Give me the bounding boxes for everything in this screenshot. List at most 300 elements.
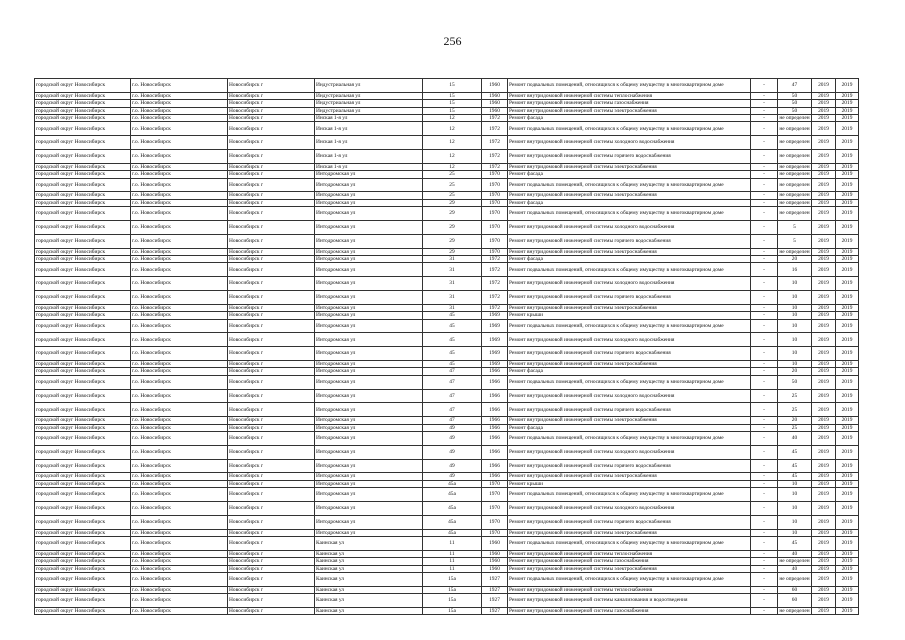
cell-year: 1960 xyxy=(482,565,508,572)
cell-city: Новосибирск г xyxy=(228,304,315,311)
cell-municipality: городской округ Новосибирск xyxy=(35,248,131,255)
cell-municipality: городской округ Новосибирск xyxy=(35,488,131,502)
cell-city: Новосибирск г xyxy=(228,163,315,170)
cell-street: Интодромская ул xyxy=(315,424,423,431)
cell-municipality: городской округ Новосибирск xyxy=(35,558,131,565)
cell-end-year: 2019 xyxy=(836,256,859,263)
cell-end-year: 2019 xyxy=(836,79,859,93)
cell-street: Интодромская ул xyxy=(315,333,423,347)
cell-start-year: 2019 xyxy=(812,361,836,368)
cell-street: Индустриальная ул xyxy=(315,107,423,114)
cell-year: 1972 xyxy=(482,150,508,164)
cell-year: 1970 xyxy=(482,515,508,529)
table-row xyxy=(35,263,859,277)
cell-end-year: 2019 xyxy=(836,368,859,375)
cell-year: 1966 xyxy=(482,368,508,375)
table-row xyxy=(35,424,859,431)
cell-house: 15а xyxy=(423,608,482,615)
cell-year: 1927 xyxy=(482,608,508,615)
cell-street: Инская 1-я ул xyxy=(315,122,423,136)
cell-settlement: г.о. Новосибирск xyxy=(131,178,228,192)
cell-end-year: 2019 xyxy=(836,403,859,417)
cell-cost: 50 xyxy=(778,100,812,107)
cell-house: 45а xyxy=(423,515,482,529)
cell-house: 11 xyxy=(423,550,482,557)
cell-start-year: 2019 xyxy=(812,459,836,473)
cell-start-year: 2019 xyxy=(812,79,836,93)
cell-street: Интодромская ул xyxy=(315,529,423,536)
cell-end-year: 2019 xyxy=(836,417,859,424)
cell-end-year: 2019 xyxy=(836,488,859,502)
cell-dash: - xyxy=(751,565,778,572)
cell-work-type: Ремонт внутридомовой инженерной системы газоснабжения xyxy=(508,608,751,615)
cell-dash: - xyxy=(751,445,778,459)
cell-house: 45а xyxy=(423,488,482,502)
cell-city: Новосибирск г xyxy=(228,192,315,199)
cell-start-year: 2019 xyxy=(812,207,836,221)
cell-cost: не определен xyxy=(779,248,810,255)
cell-settlement: г.о. Новосибирск xyxy=(131,277,228,291)
cell-end-year: 2019 xyxy=(836,361,859,368)
cell-settlement: г.о. Новосибирск xyxy=(131,163,228,170)
table-row xyxy=(35,403,859,417)
cell-dash: - xyxy=(751,319,778,333)
cell-settlement: г.о. Новосибирск xyxy=(131,207,228,221)
cell-settlement: г.о. Новосибирск xyxy=(131,319,228,333)
cell-dash: - xyxy=(751,558,778,565)
table-row xyxy=(35,221,859,235)
cell-dash: - xyxy=(751,291,778,305)
cell-dash: - xyxy=(751,459,778,473)
cell-year: 1969 xyxy=(482,347,508,361)
cell-street: Интодромская ул xyxy=(315,488,423,502)
table-row xyxy=(35,79,859,93)
cell-dash: - xyxy=(751,361,778,368)
cell-year: 1927 xyxy=(482,594,508,608)
cell-house: 15а xyxy=(423,573,482,587)
cell-municipality: городской округ Новосибирск xyxy=(35,100,131,107)
cell-city: Новосибирск г xyxy=(228,424,315,431)
cell-cost: не определен xyxy=(779,115,810,122)
cell-cost: 25 xyxy=(778,424,812,431)
cell-street: Интодромская ул xyxy=(315,304,423,311)
cell-cost: 40 xyxy=(778,550,812,557)
cell-municipality: городской округ Новосибирск xyxy=(35,586,131,593)
cell-end-year: 2019 xyxy=(836,277,859,291)
cell-street: Интодромская ул xyxy=(315,234,423,248)
cell-work-type: Ремонт внутридомовой инженерной системы газоснабжения xyxy=(508,558,751,565)
cell-dash: - xyxy=(751,234,778,248)
table-row xyxy=(35,192,859,199)
cell-municipality: городской округ Новосибирск xyxy=(35,502,131,516)
cell-dash: - xyxy=(751,192,778,199)
cell-settlement: г.о. Новосибирск xyxy=(131,558,228,565)
cell-house: 45 xyxy=(423,361,482,368)
cell-city: Новосибирск г xyxy=(228,319,315,333)
cell-cost: 10 xyxy=(778,304,812,311)
table-row xyxy=(35,171,859,178)
table-row xyxy=(35,122,859,136)
cell-work-type: Ремонт внутридомовой инженерной системы канализования и водоотведения xyxy=(508,594,751,608)
cell-house: 15а xyxy=(423,586,482,593)
cell-municipality: городской округ Новосибирск xyxy=(35,389,131,403)
cell-street: Каинская ул xyxy=(315,608,423,615)
cell-start-year: 2019 xyxy=(812,550,836,557)
cell-city: Новосибирск г xyxy=(228,178,315,192)
cell-start-year: 2019 xyxy=(812,565,836,572)
table-row xyxy=(35,256,859,263)
cell-work-type: Ремонт внутридомовой инженерной системы горячего водоснабжения xyxy=(508,150,751,164)
cell-work-type: Ремонт внутридомовой инженерной системы электроснабжения xyxy=(508,417,751,424)
cell-house: 49 xyxy=(423,445,482,459)
cell-municipality: городской округ Новосибирск xyxy=(35,473,131,480)
cell-city: Новосибирск г xyxy=(228,79,315,93)
cell-street: Интодромская ул xyxy=(315,171,423,178)
cell-house: 49 xyxy=(423,432,482,446)
cell-settlement: г.о. Новосибирск xyxy=(131,115,228,122)
cell-settlement: г.о. Новосибирск xyxy=(131,192,228,199)
cell-start-year: 2019 xyxy=(812,171,836,178)
cell-municipality: городской округ Новосибирск xyxy=(35,277,131,291)
cell-end-year: 2019 xyxy=(836,608,859,615)
cell-municipality: городской округ Новосибирск xyxy=(35,550,131,557)
table-row xyxy=(35,594,859,608)
cell-settlement: г.о. Новосибирск xyxy=(131,234,228,248)
cell-settlement: г.о. Новосибирск xyxy=(131,256,228,263)
cell-start-year: 2019 xyxy=(812,389,836,403)
cell-work-type: Ремонт внутридомовой инженерной системы горячего водоснабжения xyxy=(508,347,751,361)
cell-work-type: Ремонт внутридомовой инженерной системы теплоснабжения xyxy=(508,586,751,593)
cell-cost: 10 xyxy=(778,515,812,529)
cell-work-type: Ремонт внутридомовой инженерной системы электроснабжения xyxy=(508,361,751,368)
cell-end-year: 2019 xyxy=(836,163,859,170)
cell-settlement: г.о. Новосибирск xyxy=(131,459,228,473)
cell-city: Новосибирск г xyxy=(228,248,315,255)
cell-work-type: Ремонт внутридомовой инженерной системы холодного водоснабжения xyxy=(508,389,751,403)
cell-year: 1970 xyxy=(482,221,508,235)
cell-start-year: 2019 xyxy=(812,333,836,347)
cell-cost: 20 xyxy=(778,256,812,263)
cell-year: 1972 xyxy=(482,304,508,311)
cell-start-year: 2019 xyxy=(812,608,836,615)
cell-house: 11 xyxy=(423,558,482,565)
table-row xyxy=(35,608,859,615)
cell-street: Интодромская ул xyxy=(315,248,423,255)
cell-municipality: городской округ Новосибирск xyxy=(35,537,131,551)
table-row xyxy=(35,347,859,361)
cell-year: 1970 xyxy=(482,199,508,206)
cell-work-type: Ремонт подвальных помещений, относящихся к общему имуществу в многоквартирном доме xyxy=(508,319,751,333)
cell-settlement: г.о. Новосибирск xyxy=(131,150,228,164)
cell-end-year: 2019 xyxy=(836,424,859,431)
cell-work-type: Ремонт фасада xyxy=(508,171,751,178)
cell-cost: 50 xyxy=(778,375,812,389)
cell-dash: - xyxy=(751,199,778,206)
cell-settlement: г.о. Новосибирск xyxy=(131,565,228,572)
cell-start-year: 2019 xyxy=(812,263,836,277)
cell-work-type: Ремонт внутридомовой инженерной системы теплоснабжения xyxy=(508,92,751,99)
cell-city: Новосибирск г xyxy=(228,502,315,516)
cell-street: Интодромская ул xyxy=(315,221,423,235)
cell-city: Новосибирск г xyxy=(228,537,315,551)
cell-year: 1970 xyxy=(482,248,508,255)
cell-city: Новосибирск г xyxy=(228,347,315,361)
cell-cost: 5 xyxy=(778,221,812,235)
cell-work-type: Ремонт внутридомовой инженерной системы горячего водоснабжения xyxy=(508,403,751,417)
cell-dash: - xyxy=(751,488,778,502)
cell-dash: - xyxy=(751,312,778,319)
cell-house: 11 xyxy=(423,537,482,551)
cell-settlement: г.о. Новосибирск xyxy=(131,361,228,368)
cell-end-year: 2019 xyxy=(836,473,859,480)
cell-year: 1966 xyxy=(482,459,508,473)
cell-dash: - xyxy=(751,515,778,529)
cell-house: 45 xyxy=(423,333,482,347)
cell-cost: 10 xyxy=(778,333,812,347)
cell-end-year: 2019 xyxy=(836,558,859,565)
cell-work-type: Ремонт внутридомовой инженерной системы горячего водоснабжения xyxy=(508,291,751,305)
cell-municipality: городской округ Новосибирск xyxy=(35,403,131,417)
cell-work-type: Ремонт внутридомовой инженерной системы электроснабжения xyxy=(508,304,751,311)
cell-house: 49 xyxy=(423,473,482,480)
table-row xyxy=(35,488,859,502)
cell-city: Новосибирск г xyxy=(228,368,315,375)
cell-street: Интодромская ул xyxy=(315,291,423,305)
cell-work-type: Ремонт подвальных помещений, относящихся к общему имуществу в многоквартирном доме xyxy=(508,488,751,502)
cell-dash: - xyxy=(751,480,778,487)
cell-street: Каинская ул xyxy=(315,573,423,587)
table-row xyxy=(35,445,859,459)
cell-work-type: Ремонт внутридомовой инженерной системы электроснабжения xyxy=(508,529,751,536)
cell-year: 1966 xyxy=(482,424,508,431)
cell-municipality: городской округ Новосибирск xyxy=(35,192,131,199)
cell-house: 31 xyxy=(423,304,482,311)
cell-work-type: Ремонт фасада xyxy=(508,115,751,122)
cell-house: 25 xyxy=(423,171,482,178)
cell-municipality: городской округ Новосибирск xyxy=(35,573,131,587)
cell-municipality: городской округ Новосибирск xyxy=(35,347,131,361)
cell-house: 45 xyxy=(423,347,482,361)
cell-house: 15 xyxy=(423,92,482,99)
cell-start-year: 2019 xyxy=(812,199,836,206)
cell-year: 1970 xyxy=(482,502,508,516)
cell-cost: не определен xyxy=(778,136,812,150)
cell-street: Интодромская ул xyxy=(315,515,423,529)
cell-start-year: 2019 xyxy=(812,515,836,529)
cell-street: Интодромская ул xyxy=(315,263,423,277)
cell-work-type: Ремонт внутридомовой инженерной системы электроснабжения xyxy=(508,248,751,255)
cell-settlement: г.о. Новосибирск xyxy=(131,445,228,459)
cell-street: Каинская ул xyxy=(315,537,423,551)
cell-dash: - xyxy=(751,529,778,536)
cell-dash: - xyxy=(751,347,778,361)
cell-end-year: 2019 xyxy=(836,480,859,487)
cell-start-year: 2019 xyxy=(812,277,836,291)
table-row xyxy=(35,107,859,114)
cell-settlement: г.о. Новосибирск xyxy=(131,403,228,417)
cell-municipality: городской округ Новосибирск xyxy=(35,79,131,93)
cell-street: Индустриальная ул xyxy=(315,100,423,107)
cell-municipality: городской округ Новосибирск xyxy=(35,333,131,347)
cell-end-year: 2019 xyxy=(836,515,859,529)
cell-settlement: г.о. Новосибирск xyxy=(131,432,228,446)
cell-cost: не определен xyxy=(779,199,810,206)
table-row xyxy=(35,178,859,192)
cell-municipality: городской округ Новосибирск xyxy=(35,150,131,164)
cell-end-year: 2019 xyxy=(836,565,859,572)
cell-city: Новосибирск г xyxy=(228,586,315,593)
table-row xyxy=(35,234,859,248)
cell-cost: 60 xyxy=(778,594,812,608)
cell-street: Интодромская ул xyxy=(315,319,423,333)
cell-cost: не определен xyxy=(778,573,812,587)
cell-house: 12 xyxy=(423,136,482,150)
cell-settlement: г.о. Новосибирск xyxy=(131,417,228,424)
cell-cost: 45 xyxy=(778,445,812,459)
cell-work-type: Ремонт внутридомовой инженерной системы электроснабжения xyxy=(508,107,751,114)
cell-house: 45а xyxy=(423,529,482,536)
cell-end-year: 2019 xyxy=(836,529,859,536)
cell-dash: - xyxy=(751,550,778,557)
cell-cost: не определен xyxy=(778,178,812,192)
cell-start-year: 2019 xyxy=(812,573,836,587)
cell-start-year: 2019 xyxy=(812,122,836,136)
cell-start-year: 2019 xyxy=(812,473,836,480)
cell-street: Интодромская ул xyxy=(315,347,423,361)
cell-work-type: Ремонт внутридомовой инженерной системы холодного водоснабжения xyxy=(508,277,751,291)
cell-municipality: городской округ Новосибирск xyxy=(35,375,131,389)
repair-schedule-table xyxy=(34,78,859,615)
cell-street: Каинская ул xyxy=(315,550,423,557)
cell-start-year: 2019 xyxy=(812,100,836,107)
cell-work-type: Ремонт подвальных помещений, относящихся к общему имуществу в многоквартирном доме xyxy=(508,573,751,587)
cell-end-year: 2019 xyxy=(836,150,859,164)
cell-street: Интодромская ул xyxy=(315,368,423,375)
cell-cost: 10 xyxy=(778,529,812,536)
cell-street: Интодромская ул xyxy=(315,502,423,516)
table-row xyxy=(35,573,859,587)
cell-end-year: 2019 xyxy=(836,573,859,587)
cell-cost: не определен xyxy=(778,150,812,164)
cell-dash: - xyxy=(751,424,778,431)
cell-start-year: 2019 xyxy=(812,445,836,459)
cell-settlement: г.о. Новосибирск xyxy=(131,550,228,557)
cell-municipality: городской округ Новосибирск xyxy=(35,608,131,615)
cell-street: Интодромская ул xyxy=(315,277,423,291)
cell-municipality: городской округ Новосибирск xyxy=(35,459,131,473)
table-row xyxy=(35,277,859,291)
cell-dash: - xyxy=(751,277,778,291)
cell-start-year: 2019 xyxy=(812,529,836,536)
cell-cost: 40 xyxy=(778,432,812,446)
cell-city: Новосибирск г xyxy=(228,480,315,487)
cell-dash: - xyxy=(751,150,778,164)
cell-work-type: Ремонт фасада xyxy=(508,256,751,263)
cell-house: 15а xyxy=(423,594,482,608)
table-row xyxy=(35,361,859,368)
cell-municipality: городской округ Новосибирск xyxy=(35,207,131,221)
cell-municipality: городской округ Новосибирск xyxy=(35,163,131,170)
cell-city: Новосибирск г xyxy=(228,573,315,587)
cell-municipality: городской округ Новосибирск xyxy=(35,221,131,235)
cell-municipality: городской округ Новосибирск xyxy=(35,256,131,263)
cell-end-year: 2019 xyxy=(836,312,859,319)
cell-dash: - xyxy=(751,221,778,235)
cell-dash: - xyxy=(751,502,778,516)
cell-start-year: 2019 xyxy=(812,150,836,164)
cell-city: Новосибирск г xyxy=(228,445,315,459)
cell-house: 31 xyxy=(423,291,482,305)
cell-municipality: городской округ Новосибирск xyxy=(35,136,131,150)
cell-dash: - xyxy=(751,368,778,375)
cell-year: 1960 xyxy=(482,558,508,565)
cell-start-year: 2019 xyxy=(812,594,836,608)
cell-end-year: 2019 xyxy=(836,207,859,221)
cell-street: Каинская ул xyxy=(315,558,423,565)
cell-start-year: 2019 xyxy=(812,234,836,248)
cell-work-type: Ремонт внутридомовой инженерной системы холодного водоснабжения xyxy=(508,445,751,459)
cell-cost: не определен xyxy=(779,192,810,199)
cell-start-year: 2019 xyxy=(812,115,836,122)
cell-house: 12 xyxy=(423,115,482,122)
cell-dash: - xyxy=(751,136,778,150)
cell-settlement: г.о. Новосибирск xyxy=(131,573,228,587)
cell-cost: 40 xyxy=(778,565,812,572)
table-row xyxy=(35,565,859,572)
cell-end-year: 2019 xyxy=(836,333,859,347)
cell-settlement: г.о. Новосибирск xyxy=(131,368,228,375)
cell-settlement: г.о. Новосибирск xyxy=(131,79,228,93)
cell-house: 31 xyxy=(423,256,482,263)
table-row xyxy=(35,319,859,333)
cell-cost: не определен xyxy=(779,558,810,565)
cell-cost: 16 xyxy=(778,263,812,277)
cell-city: Новосибирск г xyxy=(228,136,315,150)
cell-start-year: 2019 xyxy=(812,347,836,361)
cell-year: 1960 xyxy=(482,107,508,114)
cell-start-year: 2019 xyxy=(812,432,836,446)
cell-dash: - xyxy=(751,122,778,136)
cell-cost: 50 xyxy=(778,107,812,114)
cell-cost: 10 xyxy=(778,347,812,361)
cell-work-type: Ремонт подвальных помещений, относящихся к общему имуществу в многоквартирном доме xyxy=(508,537,751,551)
cell-cost: 10 xyxy=(778,277,812,291)
cell-municipality: городской округ Новосибирск xyxy=(35,312,131,319)
table-row xyxy=(35,586,859,593)
cell-end-year: 2019 xyxy=(836,171,859,178)
cell-city: Новосибирск г xyxy=(228,550,315,557)
cell-year: 1960 xyxy=(482,79,508,93)
cell-year: 1972 xyxy=(482,115,508,122)
cell-house: 31 xyxy=(423,277,482,291)
table-row xyxy=(35,291,859,305)
cell-city: Новосибирск г xyxy=(228,515,315,529)
cell-settlement: г.о. Новосибирск xyxy=(131,480,228,487)
cell-year: 1970 xyxy=(482,192,508,199)
cell-city: Новосибирск г xyxy=(228,92,315,99)
cell-work-type: Ремонт подвальных помещений, относящихся к общему имуществу в многоквартирном доме xyxy=(508,432,751,446)
cell-year: 1972 xyxy=(482,256,508,263)
cell-work-type: Ремонт внутридомовой инженерной системы горячего водоснабжения xyxy=(508,459,751,473)
cell-street: Интодромская ул xyxy=(315,403,423,417)
cell-municipality: городской округ Новосибирск xyxy=(35,171,131,178)
cell-year: 1960 xyxy=(482,100,508,107)
table-row xyxy=(35,150,859,164)
cell-end-year: 2019 xyxy=(836,304,859,311)
cell-house: 12 xyxy=(423,122,482,136)
cell-municipality: городской округ Новосибирск xyxy=(35,92,131,99)
cell-cost: 10 xyxy=(778,319,812,333)
